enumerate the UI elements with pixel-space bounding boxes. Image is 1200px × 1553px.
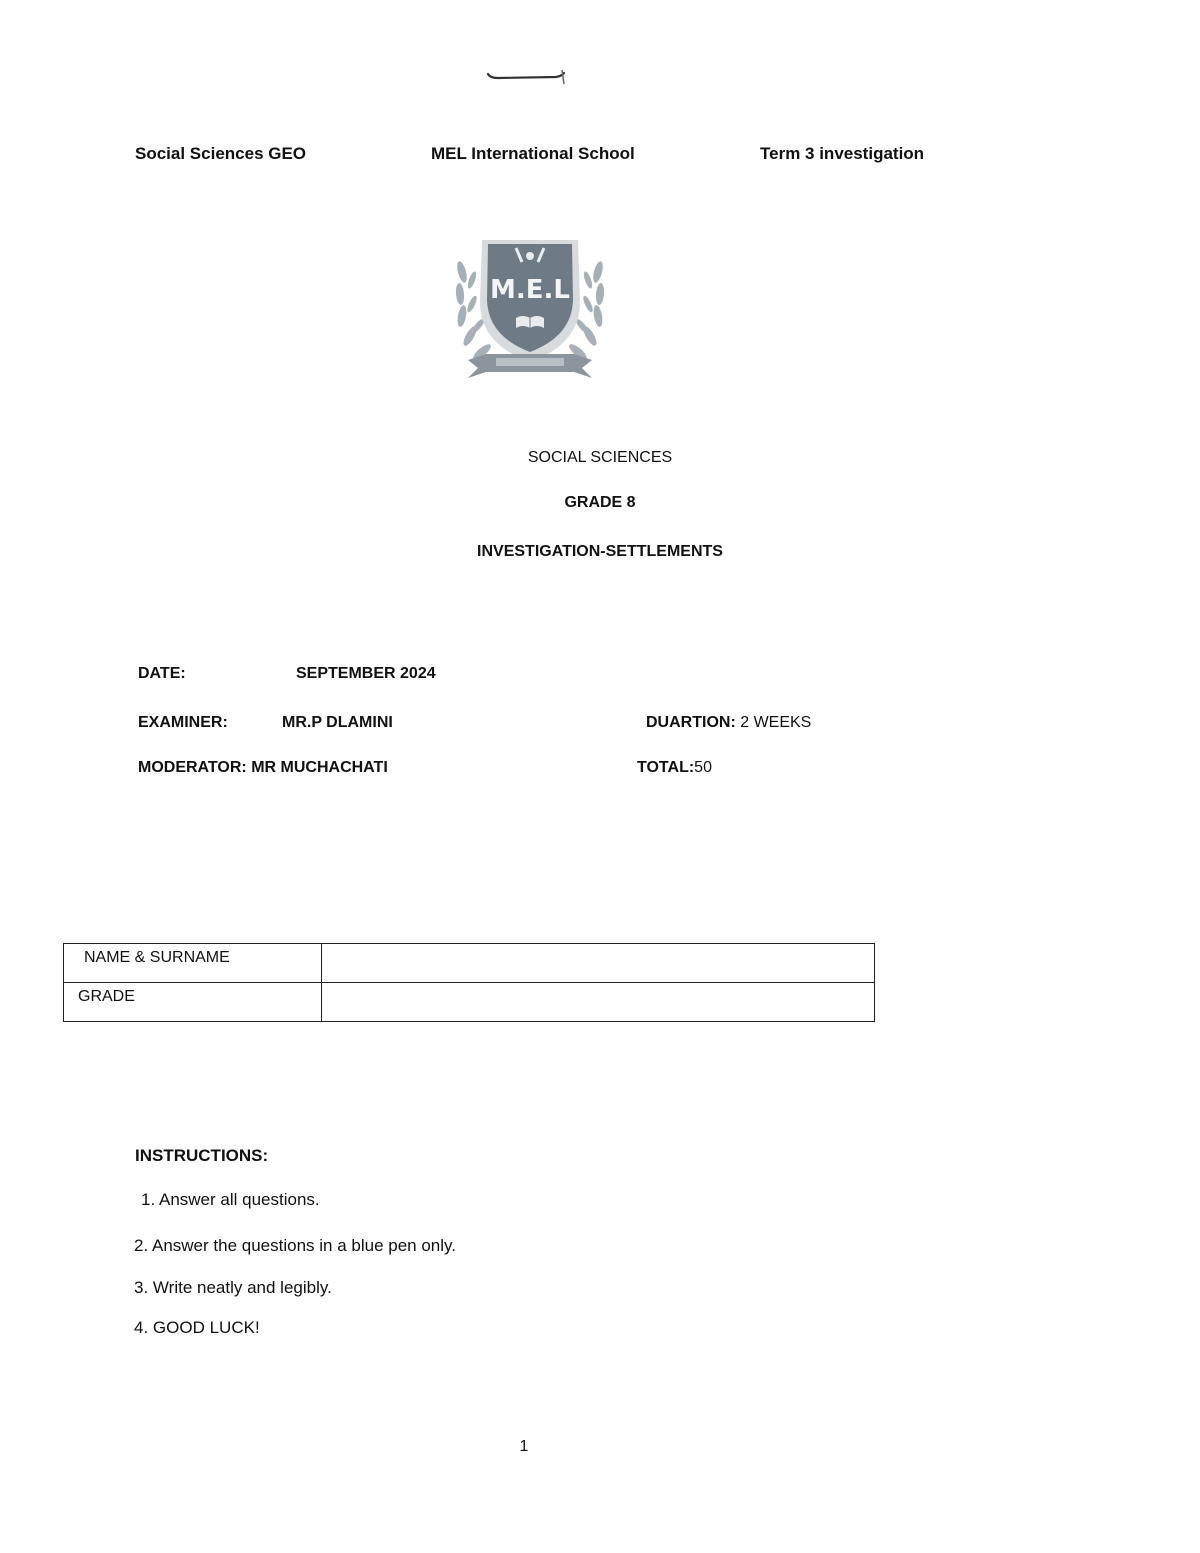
instruction-item: [134, 1278, 332, 1298]
header-subject: Social Sciences GEO: [135, 144, 307, 163]
total-label: TOTAL:: [637, 759, 695, 776]
name-surname-label: NAME & SURNAME: [64, 944, 322, 983]
instruction-item: [134, 1318, 260, 1338]
grade-title: GRADE 8: [564, 494, 636, 511]
grade-label: GRADE: [64, 983, 322, 1022]
instruction-number: 3.: [134, 1278, 149, 1297]
instruction-text: Answer the questions in a blue pen only.: [151, 1236, 456, 1255]
name-surname-field[interactable]: [321, 944, 874, 983]
total-field: [637, 759, 712, 777]
school-crest-logo: [446, 232, 614, 394]
instruction-number: 4.: [134, 1318, 149, 1337]
duration-value: 2 WEEKS: [740, 714, 812, 731]
instruction-text: Answer all questions.: [158, 1190, 320, 1209]
instruction-item: [141, 1190, 320, 1210]
date-label: DATE:: [138, 665, 186, 682]
duration-field: [646, 714, 811, 732]
moderator-label: MODERATOR:: [138, 759, 247, 776]
instruction-number: 2.: [134, 1236, 149, 1255]
instruction-text: Write neatly and legibly.: [152, 1278, 332, 1297]
instruction-text: GOOD LUCK!: [152, 1318, 260, 1337]
instruction-number: 1.: [141, 1190, 156, 1209]
task-title: INVESTIGATION-SETTLEMENTS: [477, 543, 723, 560]
examiner-label: EXAMINER:: [138, 714, 228, 731]
page-number: 1: [519, 1438, 529, 1455]
moderator-value: MR MUCHACHATI: [251, 759, 388, 776]
table-row: [64, 983, 875, 1022]
table-row: [64, 944, 875, 983]
grade-field[interactable]: [321, 983, 874, 1022]
header-term: Term 3 investigation: [760, 144, 925, 163]
student-details-table: [63, 943, 875, 1022]
duration-label: DUARTION:: [646, 714, 736, 731]
date-value: SEPTEMBER 2024: [296, 665, 436, 682]
examiner-value: MR.P DLAMINI: [282, 714, 393, 731]
moderator-field: [138, 759, 388, 777]
total-value: 50: [694, 759, 712, 776]
instructions-heading: INSTRUCTIONS:: [135, 1146, 269, 1165]
header-school: MEL International School: [431, 144, 635, 163]
svg-text:M.E.L: M.E.L: [490, 275, 570, 305]
scribble-mark: [484, 64, 574, 88]
instruction-item: [134, 1236, 456, 1256]
subject-title: SOCIAL SCIENCES: [527, 449, 673, 466]
